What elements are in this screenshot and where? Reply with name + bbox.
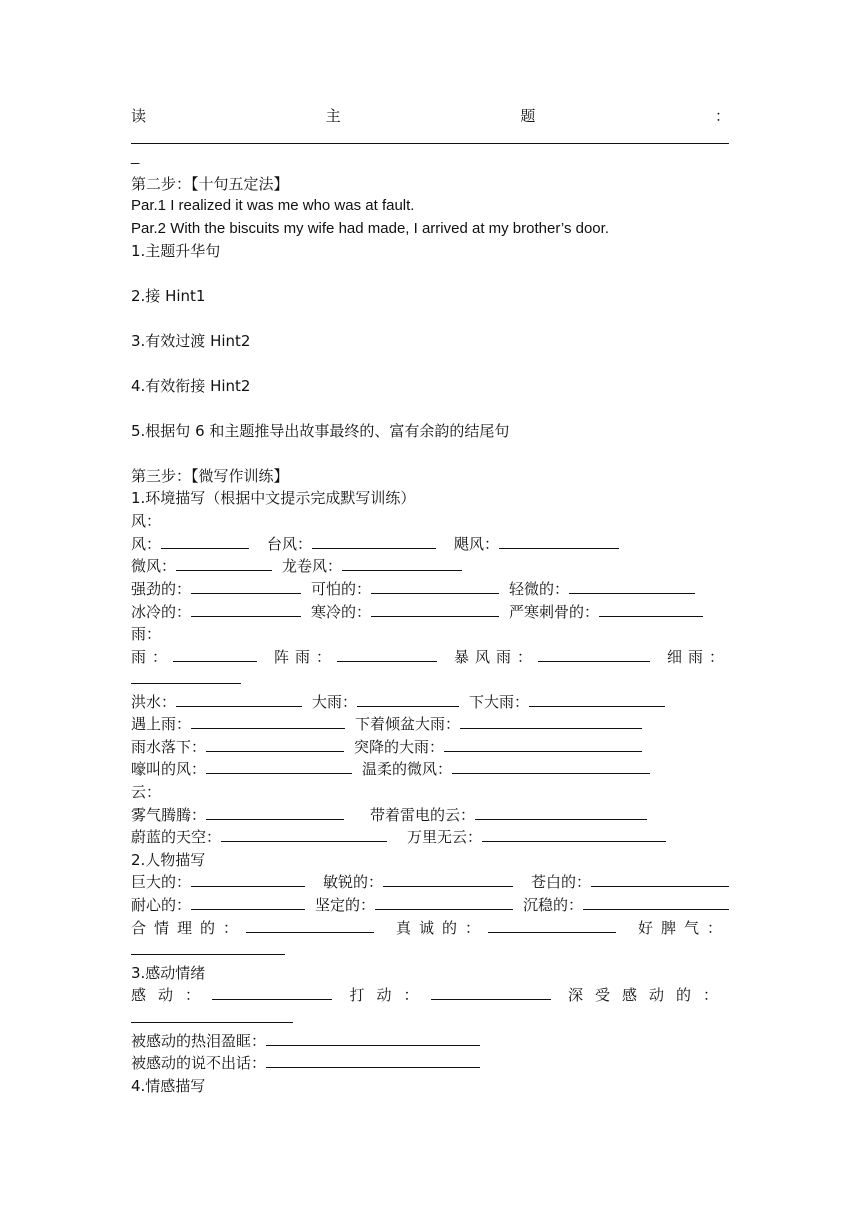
fill-blank[interactable]: [342, 555, 462, 571]
moved-row-1: [131, 984, 730, 1006]
field-label: 冰冷的：: [131, 603, 192, 621]
step2-item-5: 5.根据句 6 和主题推导出故事最终的、富有余韵的结尾句: [131, 422, 510, 440]
fill-blank[interactable]: [176, 691, 302, 707]
fill-blank[interactable]: [206, 758, 352, 774]
field-label: 打动：: [349, 986, 431, 1004]
step2-item-2: 2.接 Hint1: [131, 287, 206, 305]
field-label: 被感动的热泪盈眶：: [131, 1032, 267, 1050]
field-label: 苍白的：: [531, 873, 592, 891]
rain-row-1-cont: [131, 668, 730, 690]
field-label: 真诚的：: [395, 919, 488, 937]
topic-answer-rule: [131, 143, 729, 144]
field-label: 深受感动的：: [567, 986, 730, 1004]
field-label: 风：: [131, 535, 162, 553]
fill-blank[interactable]: [371, 601, 499, 617]
field-label: 耐心的：: [131, 896, 192, 914]
fill-blank[interactable]: [131, 1007, 293, 1023]
section-moved: 3.感动情绪: [131, 964, 206, 982]
step2-item-3: 3.有效过渡 Hint2: [131, 332, 251, 350]
field-label: 沉稳的：: [523, 896, 584, 914]
rain-row-1: [131, 646, 730, 668]
field-label: 被感动的说不出话：: [131, 1054, 267, 1072]
wind-label: 风：: [131, 512, 162, 530]
step2-item-1: 1.主题升华句: [131, 242, 221, 260]
field-label: 雾气腾腾：: [131, 806, 207, 824]
field-label: 龙卷风：: [282, 557, 343, 575]
person-row-2: [131, 894, 730, 916]
fill-blank[interactable]: [452, 758, 650, 774]
paragraph-1-opening: Par.1 I realized it was me who was at fault.: [131, 197, 415, 214]
section-character: 2.人物描写: [131, 851, 206, 869]
field-label: 可怕的：: [311, 580, 372, 598]
fill-blank[interactable]: [191, 578, 301, 594]
fill-blank[interactable]: [131, 939, 285, 955]
fill-blank[interactable]: [191, 601, 301, 617]
field-label: 好脾气：: [637, 919, 730, 937]
title-char-3: 题: [520, 107, 536, 125]
field-label: 带着雷电的云：: [370, 806, 476, 824]
moved-row-2: [131, 1030, 730, 1052]
wind-row-4: [131, 601, 730, 623]
fill-blank[interactable]: [371, 578, 499, 594]
fill-blank[interactable]: [460, 713, 642, 729]
title-colon: ：: [714, 107, 730, 125]
field-label: 雨水落下：: [131, 738, 207, 756]
cloud-label: 云：: [131, 783, 162, 801]
person-row-3: [131, 917, 730, 939]
fill-blank[interactable]: [266, 1030, 480, 1046]
title-char-2: 主: [325, 107, 341, 125]
fill-blank[interactable]: [599, 601, 703, 617]
rain-row-4: [131, 736, 730, 758]
fill-blank[interactable]: [176, 555, 272, 571]
fill-blank[interactable]: [173, 646, 257, 662]
fill-blank[interactable]: [583, 894, 729, 910]
fill-blank[interactable]: [383, 871, 513, 887]
field-label: 台风：: [267, 535, 313, 553]
fill-blank[interactable]: [444, 736, 642, 752]
fill-blank[interactable]: [312, 533, 436, 549]
fill-blank[interactable]: [206, 804, 344, 820]
cloud-row-1: [131, 804, 730, 826]
rain-row-5: [131, 758, 730, 780]
fill-blank[interactable]: [482, 826, 666, 842]
person-row-3-cont: [131, 939, 730, 961]
field-label: 雨：: [131, 648, 174, 666]
field-label: 飓风：: [454, 535, 500, 553]
rain-row-3: [131, 713, 730, 735]
field-label: 突降的大雨：: [354, 738, 445, 756]
wind-row-1: [131, 533, 730, 555]
fill-blank[interactable]: [529, 691, 665, 707]
field-label: 强劲的：: [131, 580, 192, 598]
fill-blank[interactable]: [191, 871, 305, 887]
wind-row-2: [131, 555, 730, 577]
fill-blank[interactable]: [221, 826, 387, 842]
field-label: 合情理的：: [131, 919, 247, 937]
step2-heading: 第二步：【十句五定法】: [131, 175, 289, 193]
person-row-1: [131, 871, 730, 893]
section-environment: 1.环境描写（根据中文提示完成默写训练）: [131, 489, 416, 507]
fill-blank[interactable]: [569, 578, 695, 594]
field-label: 寒冷的：: [311, 603, 372, 621]
field-label: 暴风雨：: [453, 648, 538, 666]
fill-blank[interactable]: [488, 917, 616, 933]
fill-blank[interactable]: [591, 871, 729, 887]
fill-blank[interactable]: [266, 1052, 480, 1068]
field-label: 温柔的微风：: [362, 760, 453, 778]
fill-blank[interactable]: [191, 713, 345, 729]
field-label: 严寒刺骨的：: [509, 603, 600, 621]
field-label: 轻微的：: [509, 580, 570, 598]
field-label: 大雨：: [312, 693, 358, 711]
field-label: 微风：: [131, 557, 177, 575]
paragraph-2-opening: Par.2 With the biscuits my wife had made, I arrived at my brother’s door.: [131, 220, 609, 237]
fill-blank[interactable]: [246, 917, 374, 933]
rain-row-2: [131, 691, 730, 713]
field-label: 万里无云：: [407, 828, 483, 846]
moved-row-1-cont: [131, 1007, 730, 1029]
fill-blank[interactable]: [475, 804, 647, 820]
field-label: 细雨：: [666, 648, 730, 666]
fill-blank[interactable]: [538, 646, 650, 662]
fill-blank[interactable]: [357, 691, 459, 707]
field-label: 洪水：: [131, 693, 177, 711]
fill-blank[interactable]: [191, 894, 305, 910]
field-label: 蔚蓝的天空：: [131, 828, 222, 846]
field-label: 阵雨：: [273, 648, 337, 666]
reading-topic-line: [131, 105, 730, 127]
field-label: 巨大的：: [131, 873, 192, 891]
fill-blank[interactable]: [131, 668, 241, 684]
step3-heading: 第三步：【微写作训练】: [131, 467, 289, 485]
step2-item-4: 4.有效衔接 Hint2: [131, 377, 251, 395]
cloud-row-2: [131, 826, 730, 848]
section-emotion: 4.情感描写: [131, 1077, 206, 1095]
fill-blank[interactable]: [161, 533, 249, 549]
rain-label: 雨：: [131, 625, 162, 643]
fill-blank[interactable]: [499, 533, 619, 549]
fill-blank[interactable]: [206, 736, 344, 752]
fill-blank[interactable]: [375, 894, 513, 910]
field-label: 嚎叫的风：: [131, 760, 207, 778]
field-label: 下着倾盆大雨：: [355, 715, 461, 733]
wind-row-3: [131, 578, 730, 600]
field-label: 坚定的：: [315, 896, 376, 914]
field-label: 感动：: [131, 986, 213, 1004]
field-label: 敏锐的：: [323, 873, 384, 891]
topic-answer-tail: _: [131, 148, 140, 165]
title-char-1: 读: [131, 107, 147, 125]
field-label: 遇上雨：: [131, 715, 192, 733]
fill-blank[interactable]: [337, 646, 437, 662]
field-label: 下大雨：: [469, 693, 530, 711]
moved-row-3: [131, 1052, 730, 1074]
fill-blank[interactable]: [431, 984, 551, 1000]
fill-blank[interactable]: [212, 984, 332, 1000]
